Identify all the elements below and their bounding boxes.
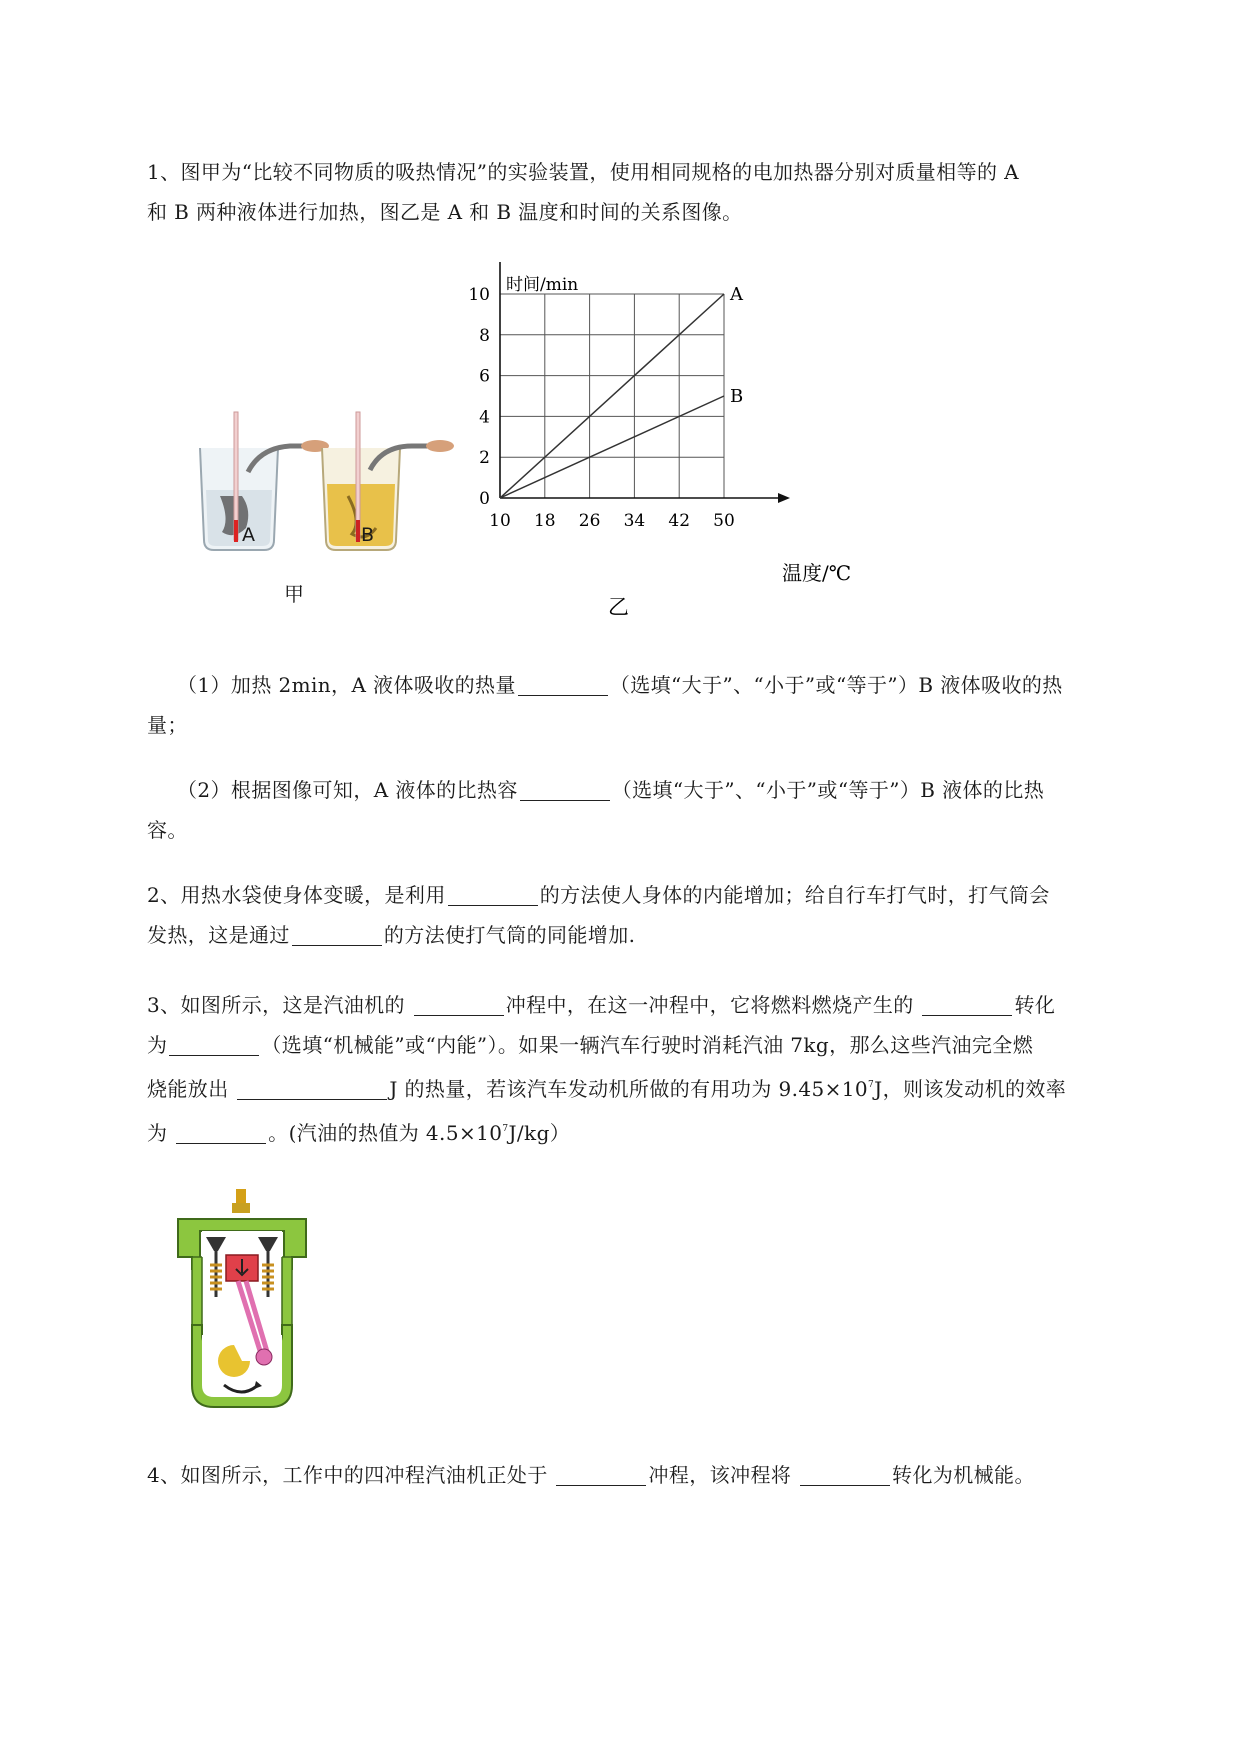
x-tick-label: 10	[489, 511, 511, 531]
chart-series	[500, 284, 744, 498]
q1-line-1: 1、图甲为“比较不同物质的吸热情况”的实验装置，使用相同规格的电加热器分别对质量相等的 A	[147, 160, 1019, 184]
chart-axes	[495, 262, 790, 503]
q2-text-a: 2、用热水袋使身体变暖，是利用	[147, 883, 446, 907]
q1-sub1-blank[interactable]	[518, 673, 608, 696]
question-1	[147, 152, 1147, 232]
x-tick-label: 50	[713, 511, 735, 531]
q3-text-l3a: 烧能放出	[147, 1077, 236, 1101]
series-label-a: A	[730, 284, 743, 305]
q4-text-a: 4、如图所示，工作中的四冲程汽油机正处于	[147, 1463, 555, 1487]
q3-text-l4c: J/kg）	[508, 1121, 571, 1145]
y-tick-label: 10	[468, 285, 490, 305]
x-axis-label: 温度/℃	[782, 561, 852, 585]
q3-blank-5[interactable]	[176, 1121, 266, 1144]
q3-text-l1b: 冲程中，在这一冲程中，它将燃料燃烧产生的	[505, 993, 921, 1017]
figure-jia-caption: 甲	[284, 582, 304, 606]
spark-plug-icon	[236, 1189, 246, 1205]
x-tick-label: 18	[533, 511, 556, 531]
q3-text-l3c: J，则该发动机的效率	[874, 1077, 1067, 1101]
q1-sub2-blank[interactable]	[520, 778, 610, 801]
q3-text-l4a: 为	[147, 1121, 175, 1145]
temperature-time-chart	[460, 262, 880, 622]
x-axis-arrow-icon	[778, 493, 790, 503]
q1-sub2-text-b: （选填“大于”、“小于”或“等于”）B 液体的比热	[611, 778, 1045, 802]
q3-exponent-1: 7	[868, 1080, 875, 1090]
beaker-b	[322, 412, 454, 550]
q3-text-l3b: J 的热量，若该汽车发动机所做的有用功为 9.45×10	[389, 1077, 869, 1101]
series-line-a	[500, 294, 724, 498]
q1-sub2-text-a: （2）根据图像可知，A 液体的比热容	[177, 778, 518, 802]
q2-text-b: 的方法使人身体的内能增加；给自行车打气时，打气筒会	[539, 883, 1050, 907]
q1-sub1-text-c: 量；	[147, 713, 188, 737]
x-tick-label: 42	[668, 511, 691, 531]
beaker-b-label: B	[361, 524, 375, 546]
series-line-b	[500, 396, 724, 498]
beaker-a	[200, 412, 329, 550]
q4-text-b: 冲程，该冲程将	[648, 1463, 799, 1487]
q2-blank-1[interactable]	[448, 883, 538, 906]
beaker-a-label: A	[242, 524, 255, 546]
q3-text-l1a: 3、如图所示，这是汽油机的	[147, 993, 412, 1017]
q1-sub-1	[147, 665, 1147, 745]
q1-sub-2	[147, 770, 1147, 850]
y-tick-label: 8	[479, 325, 490, 346]
q1-sub1-text-b: （选填“大于”、“小于”或“等于”）B 液体吸收的热	[609, 673, 1063, 697]
q3-exponent-2: 7	[502, 1124, 509, 1134]
y-tick-label: 2	[479, 448, 490, 469]
q4-text-c: 转化为机械能。	[892, 1463, 1035, 1487]
q2-blank-2[interactable]	[292, 923, 382, 946]
q3-blank-2[interactable]	[922, 993, 1012, 1016]
q3-blank-3[interactable]	[169, 1033, 259, 1056]
y-tick-label: 6	[479, 366, 490, 387]
q2-text-d: 的方法使打气筒的同能增加.	[383, 923, 636, 947]
beakers-figure	[190, 400, 470, 570]
question-2	[147, 875, 1147, 955]
chart-caption: 乙	[608, 595, 629, 619]
y-tick-label: 4	[479, 407, 490, 428]
y-axis-label: 时间/min	[506, 275, 579, 295]
q1-sub2-text-c: 容。	[147, 818, 188, 842]
x-tick-label: 26	[578, 511, 601, 531]
question-3	[147, 985, 1147, 1153]
q3-text-l1c: 转化	[1014, 993, 1056, 1017]
q3-blank-4[interactable]	[237, 1077, 387, 1100]
q2-text-c: 发热，这是通过	[147, 923, 290, 947]
x-tick-label: 34	[623, 511, 646, 531]
q3-text-l4b: 。(汽油的热值为 4.5×10	[268, 1121, 503, 1145]
q1-line-2: 和 B 两种液体进行加热，图乙是 A 和 B 温度和时间的关系图像。	[147, 200, 743, 224]
y-tick-label: 0	[479, 489, 490, 509]
q4-blank-1[interactable]	[556, 1463, 646, 1486]
q3-text-l2b: （选填“机械能”或“内能”）。如果一辆汽车行驶时消耗汽油 7kg，那么这些汽油完全燃	[261, 1033, 1034, 1057]
q1-sub1-text-a: （1）加热 2min，A 液体吸收的热量	[177, 673, 516, 697]
question-4	[147, 1455, 1147, 1495]
series-label-b: B	[730, 386, 744, 407]
q3-text-l2a: 为	[147, 1033, 168, 1057]
gasoline-engine-figure	[172, 1185, 322, 1410]
q3-blank-1[interactable]	[414, 993, 504, 1016]
q4-blank-2[interactable]	[800, 1463, 890, 1486]
